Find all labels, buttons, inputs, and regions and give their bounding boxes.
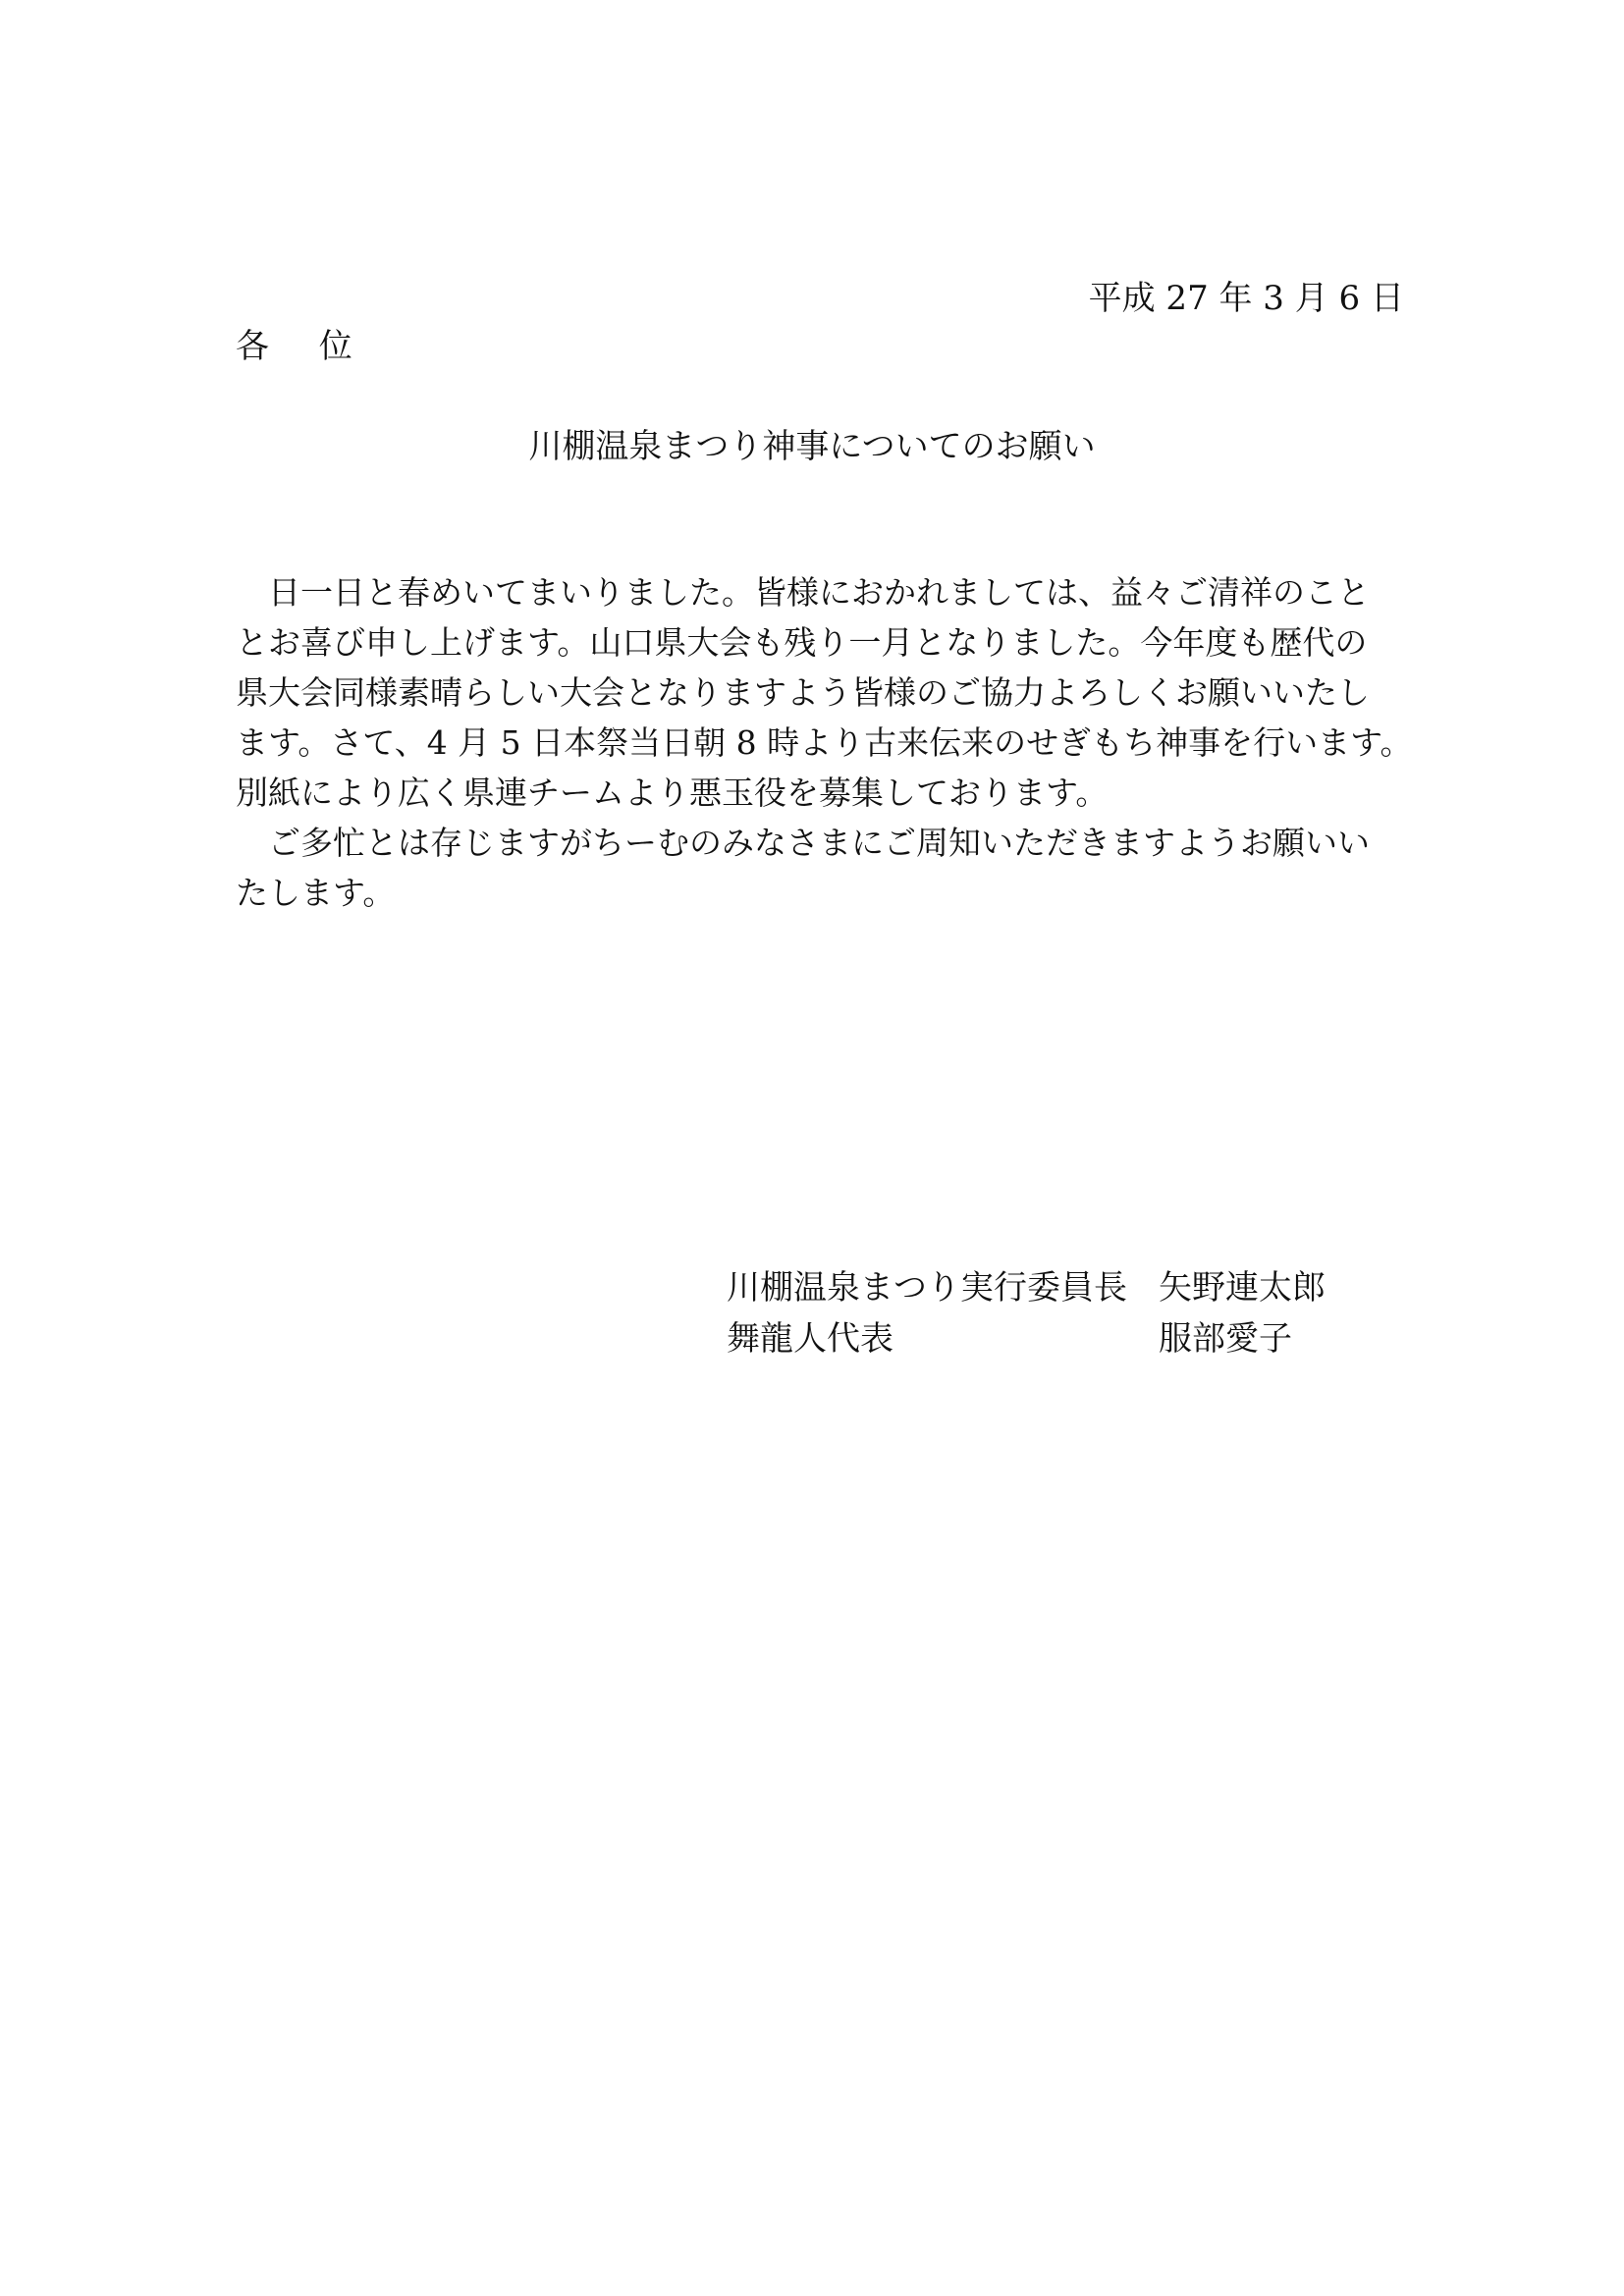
body-line: 日一日と春めいてまいりました。皆様におかれましては、益々ご清祥のこと	[236, 573, 1370, 612]
body-line: 別紙により広く県連チームより悪玉役を募集しております。	[236, 774, 1109, 812]
letter-addressee: 各 位	[236, 327, 372, 366]
body-line: ます。さて、4 月 5 日本祭当日朝 8 時より古来伝来のせぎもち神事を行います。	[236, 723, 1413, 762]
body-line: 県大会同様素晴らしい大会となりますよう皆様のご協力よろしくお願いいたし	[236, 673, 1370, 712]
body-line: とお喜び申し上げます。山口県大会も残り一月となりました。今年度も歴代の	[236, 623, 1368, 662]
signature-name: 矢野連太郎	[1159, 1268, 1326, 1308]
letter-title: 川棚温泉まつり神事についてのお願い	[528, 427, 1096, 466]
letter-date: 平成 27 年 3 月 6 日	[1088, 279, 1404, 318]
signature-name: 服部愛子	[1159, 1319, 1292, 1359]
body-line: ご多忙とは存じますがちーむのみなさまにご周知いただきますようお願いい	[236, 824, 1370, 862]
signature-role: 川棚温泉まつり実行委員長	[727, 1268, 1127, 1308]
body-line: たします。	[236, 874, 396, 912]
signature-role: 舞龍人代表	[727, 1319, 893, 1359]
